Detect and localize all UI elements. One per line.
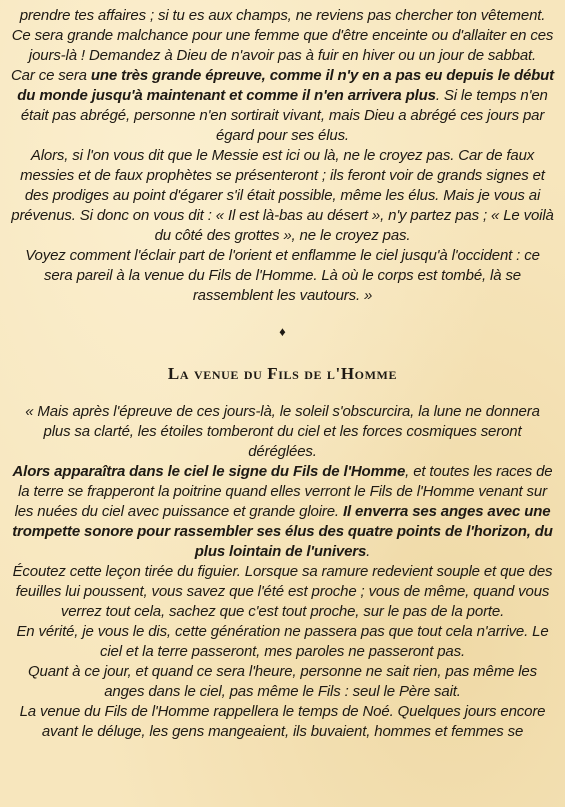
diamond-separator: ♦ — [279, 324, 286, 339]
paragraph: prendre tes affaires ; si tu es aux champs, ne reviens pas chercher ton vêtement. — [19, 7, 546, 24]
section-heading: La venue du Fils de l'Homme — [167, 364, 398, 383]
paragraph: Alors, si l'on vous dit que le Messie est ici ou là, ne le croyez pas. Car de faux messies et de faux prophètes se présenteront ; ils feront voir de grands signes et des prodiges au point d'égarer s'il était possible, même les élus. Mais je vous ai prévenus. Si donc on vous dit : « Il est là-bas au désert », n'y partez pas ; « Le voilà du côté des grottes », ne le croyez pas. — [11, 147, 554, 244]
paragraph: Quant à ce jour, et quand ce sera l'heure, personne ne sait rien, pas même les anges dans le ciel, pas même le Fils : seul le Père sait. — [28, 663, 537, 700]
paragraph: En vérité, je vous le dis, cette génération ne passera pas que tout cela n'arrive. Le ciel et la terre passeront, mes paroles ne passeront pas. — [16, 623, 549, 660]
text-run: , et toutes les races de la terre se frapperont la poitrine quand elles verront le Fils de l'Homme venant sur les nuées du ciel avec puissance et grande gloire. — [14, 463, 553, 520]
paragraph: La venue du Fils de l'Homme rappellera le temps de Noé. Quelques jours encore avant le déluge, les gens mangeaient, ils buvaient, hommes et femmes se — [19, 703, 546, 740]
bold-text-run: une très grande épreuve, comme il n'y en a pas eu depuis le début du monde jusqu'à maintenant et comme il n'en arrivera plus — [17, 67, 555, 104]
bold-text-run: Il enverra ses anges avec une trompette sonore pour rassembler ses élus des quatre points de l'horizon, du plus lointain de l'univers — [12, 503, 553, 560]
bold-text-run: Alors apparaîtra dans le ciel le signe du Fils de l'Homme — [12, 463, 406, 480]
paragraph — [10, 462, 555, 562]
paragraph: Voyez comment l'éclair part de l'orient et enflamme le ciel jusqu'à l'occident : ce sera pareil à la venue du Fils de l'Homme. Là où le corps est tombé, là se rassemblent les vautours. » — [25, 247, 540, 304]
passage-top — [0, 0, 565, 306]
paragraph: « Mais après l'épreuve de ces jours-là, le soleil s'obscurcira, la lune ne donnera plus sa clarté, les étoiles tomberont du ciel et les forces cosmiques seront déréglées. — [25, 403, 540, 460]
text-run: . Si le temps n'en était pas abrégé, personne n'en sortirait vivant, mais Dieu a abrégé ces jours par égard pour ses élus. — [20, 87, 548, 144]
text-run: Car ce sera — [10, 67, 91, 84]
paragraph: Ce sera grande malchance pour une femme que d'être enceinte ou d'allaiter en ces jours-là ! Demandez à Dieu de n'avoir pas à fuir en hiver ou un jour de sabbat. — [11, 27, 554, 64]
paragraph: Écoutez cette leçon tirée du figuier. Lorsque sa ramure redevient souple et que des feuilles lui poussent, vous savez que l'été est proche ; vous de même, quand vous verrez tout cela, sachez que c'est tout proche, sur le pas de la porte. — [12, 563, 553, 620]
passage-bottom — [0, 402, 565, 742]
paragraph — [10, 66, 555, 146]
text-run: . — [366, 543, 371, 560]
